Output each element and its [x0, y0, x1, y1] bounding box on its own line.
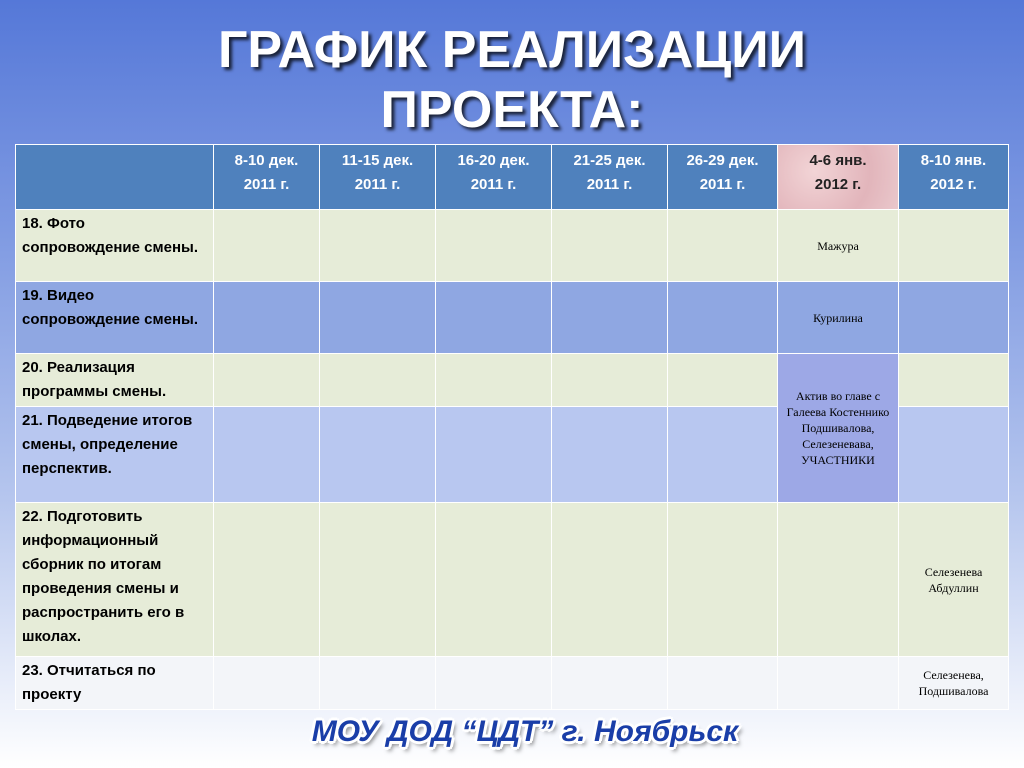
task-cell: 19. Видео сопровождение смены.: [16, 282, 214, 354]
table-cell: [320, 657, 436, 710]
table-cell: [668, 282, 778, 354]
responsible-cell-merged: Актив во главе с Галеева Костеннико Подшивалова, Селезеневава, УЧАСТНИКИ: [778, 354, 899, 503]
organization-footer: МОУ ДОД “ЦДТ” г. Ноябрьск: [311, 715, 739, 748]
title-line-1: ГРАФИК РЕАЛИЗАЦИИ: [217, 21, 807, 79]
table-row: [16, 503, 1009, 657]
column-header: [668, 145, 778, 210]
task-cell: 20. Реализация программы смены.: [16, 354, 214, 407]
column-header: [552, 145, 668, 210]
column-header: [320, 145, 436, 210]
task-cell: 18. Фото сопровождение смены.: [16, 210, 214, 282]
table-cell: [899, 282, 1009, 354]
column-header-dates: 4-6 янв.: [809, 152, 867, 169]
column-header-dates: 16-20 дек.: [457, 152, 530, 169]
table-cell: [899, 354, 1009, 407]
table-cell: [668, 407, 778, 503]
table-cell: [668, 210, 778, 282]
table-cell: [552, 657, 668, 710]
column-header: [899, 145, 1009, 210]
column-header-year: 2011 г.: [470, 176, 517, 193]
column-header-year: 2012 г.: [814, 176, 862, 193]
column-header-dates: 21-25 дек.: [573, 152, 646, 169]
column-header: [214, 145, 320, 210]
table-cell: [552, 282, 668, 354]
header-row: [16, 145, 1009, 210]
column-header-year: 2012 г.: [930, 176, 977, 193]
responsible-cell: Селезенева, Подшивалова: [899, 657, 1009, 710]
table-cell: [668, 503, 778, 657]
task-cell: 23. Отчитаться по проекту: [16, 657, 214, 710]
task-cell: 21. Подведение итогов смены, определение перспектив.: [16, 407, 214, 503]
table-cell: [320, 407, 436, 503]
column-header-year: 2011 г.: [699, 176, 746, 193]
table-cell: [899, 407, 1009, 503]
table-cell: [778, 657, 899, 710]
slide-title: [0, 20, 1024, 140]
table-cell: [552, 407, 668, 503]
table-cell: [320, 354, 436, 407]
table-cell: [552, 354, 668, 407]
table-cell: [436, 282, 552, 354]
table-cell: [214, 657, 320, 710]
table-cell: [320, 503, 436, 657]
column-header-highlighted: [778, 145, 899, 210]
table-cell: [214, 503, 320, 657]
table-row: [16, 657, 1009, 710]
table-cell: [436, 657, 552, 710]
responsible-cell: Мажура: [778, 210, 899, 282]
column-header-dates: 26-29 дек.: [686, 152, 759, 169]
title-line-2: ПРОЕКТА:: [380, 81, 644, 139]
table-cell: [552, 210, 668, 282]
responsible-cell: Курилина: [778, 282, 899, 354]
column-header-year: 2011 г.: [243, 176, 290, 193]
table-row: [16, 354, 1009, 407]
task-cell: 22. Подготовить информационный сборник по итогам проведения смены и распространить его в школах.: [16, 503, 214, 657]
table-cell: [668, 354, 778, 407]
table-cell: [436, 407, 552, 503]
column-header-dates: 8-10 янв.: [920, 152, 987, 169]
column-header-dates: 11-15 дек.: [341, 152, 414, 169]
column-header-year: 2011 г.: [354, 176, 401, 193]
table-cell: [778, 503, 899, 657]
header-corner-cell: [16, 145, 214, 210]
schedule-table: [15, 144, 1009, 710]
column-header-year: 2011 г.: [586, 176, 633, 193]
table-cell: [214, 210, 320, 282]
table-cell: [320, 210, 436, 282]
responsible-cell: Селезенева Абдуллин: [899, 503, 1009, 657]
table-cell: [214, 282, 320, 354]
table-cell: [436, 354, 552, 407]
table-row: [16, 210, 1009, 282]
table-cell: [552, 503, 668, 657]
column-header: [436, 145, 552, 210]
column-header-dates: 8-10 дек.: [234, 152, 299, 169]
table-cell: [668, 657, 778, 710]
table-cell: [214, 407, 320, 503]
table-cell: [436, 210, 552, 282]
table-cell: [320, 282, 436, 354]
table-cell: [214, 354, 320, 407]
table-cell: [436, 503, 552, 657]
table-row: [16, 282, 1009, 354]
table-cell: [899, 210, 1009, 282]
